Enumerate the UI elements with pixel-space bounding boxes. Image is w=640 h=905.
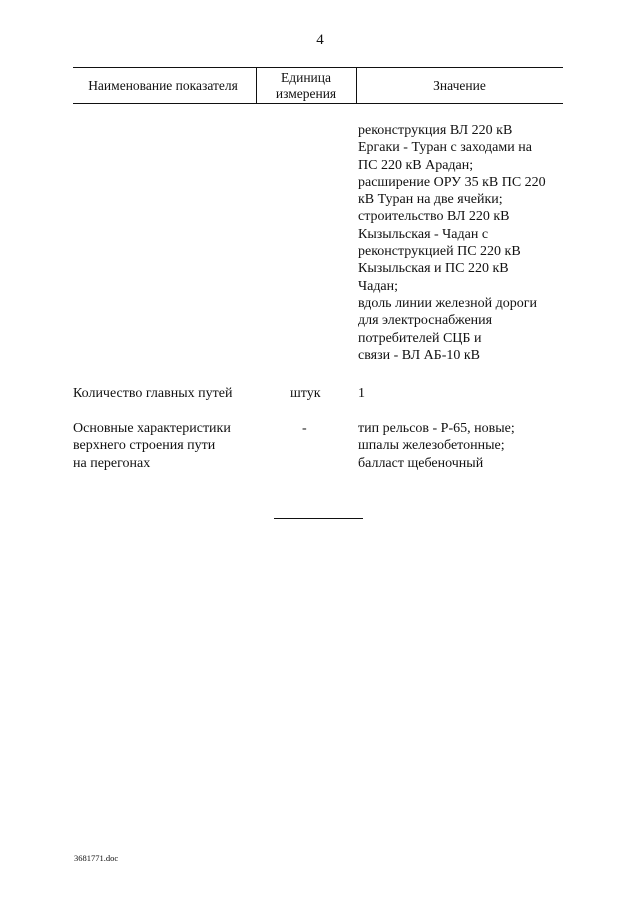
value-line: 1 — [358, 386, 365, 401]
end-of-document-rule — [274, 518, 363, 519]
page-number: 4 — [316, 32, 324, 48]
value-line: Ергаки - Туран с заходами на — [358, 140, 532, 156]
value-line: ПС 220 кВ Арадан; — [358, 157, 474, 173]
value-line: вдоль линии железной дороги — [358, 295, 537, 311]
table-header-bottom-rule — [73, 103, 563, 104]
value-line: реконструкцией ПС 220 кВ — [358, 244, 521, 260]
row-3-value — [358, 420, 515, 472]
name-line: на перегонах — [73, 455, 151, 471]
value-line: балласт щебеночный — [358, 455, 484, 471]
value-line: расширение ОРУ 35 кВ ПС 220 — [358, 174, 546, 190]
value-line: Кызыльская и ПС 220 кВ — [358, 261, 509, 277]
row-3-unit: - — [302, 421, 307, 436]
name-line: Основные характеристики — [73, 421, 231, 436]
header-unit-line: измерения — [275, 86, 337, 101]
row-2-unit: штук — [290, 386, 321, 401]
footer-filename: 3681771.doc — [74, 853, 119, 863]
value-line: тип рельсов - Р-65, новые; — [358, 421, 515, 436]
row-3-name — [73, 420, 231, 472]
value-line: связи - ВЛ АБ-10 кВ — [358, 347, 481, 363]
name-line: верхнего строения пути — [73, 438, 216, 454]
header-unit — [256, 70, 356, 102]
table-header-top-rule — [73, 67, 563, 68]
value-line: реконструкция ВЛ 220 кВ — [358, 123, 513, 138]
value-line: Кызыльская - Чадан с — [358, 226, 489, 242]
row-2-name — [73, 385, 232, 402]
header-value: Значение — [433, 78, 486, 93]
value-line: строительство ВЛ 220 кВ — [358, 209, 510, 225]
row-1-value — [358, 122, 546, 364]
value-line: потребителей СЦБ и — [358, 330, 482, 346]
value-line: для электроснабжения — [358, 313, 493, 329]
value-line: шпалы железобетонные; — [358, 438, 505, 454]
header-indicator-name: Наименование показателя — [88, 78, 238, 93]
name-line: Количество главных путей — [73, 386, 233, 401]
row-2-value — [358, 385, 365, 402]
value-line: кВ Туран на две ячейки; — [358, 192, 503, 208]
value-line: Чадан; — [358, 278, 399, 294]
header-unit-line: Единица — [280, 70, 331, 85]
